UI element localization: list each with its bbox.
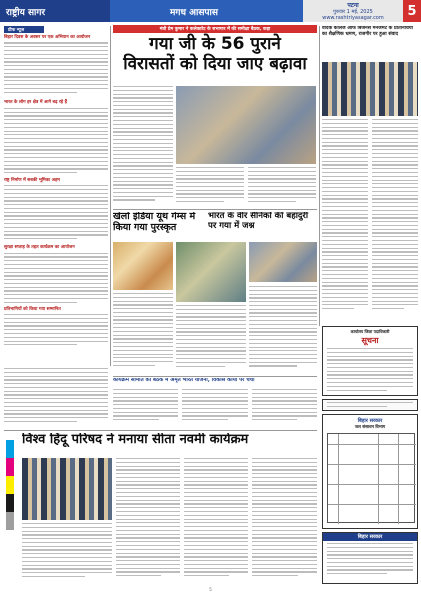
masthead-date: गुरुवार 1 मई, 2025 bbox=[333, 9, 373, 15]
right-body-col1 bbox=[322, 119, 368, 319]
right-body-col2 bbox=[372, 119, 418, 319]
middle-right-body bbox=[249, 242, 317, 373]
right-top-photo bbox=[322, 62, 418, 116]
left-story-4-headline: सुरक्षा सप्ताह के तहत कार्यक्रम का आयोजन bbox=[4, 245, 75, 251]
left-story-5-body bbox=[4, 312, 108, 352]
middle-left-photo bbox=[113, 242, 173, 290]
masthead-city: पटना bbox=[347, 2, 359, 9]
tender-ad-subtitle: जल संसाधन विभाग bbox=[354, 424, 386, 429]
strip-body bbox=[113, 389, 317, 425]
notice-ad-title: सूचना bbox=[361, 336, 379, 345]
registration-strip bbox=[6, 440, 14, 530]
bottom-right-ad bbox=[322, 532, 418, 584]
top-story-kicker: मंत्री प्रेम कुमार ने कलेक्टरेट के सभागार में की समीक्षा बैठक, कहा bbox=[113, 25, 317, 33]
middle-right-headline: भारत के वीर सैनिकों की बहादुरी पर गया में जश्न bbox=[208, 212, 309, 231]
top-story bbox=[113, 25, 317, 83]
bottom-body-col2 bbox=[116, 458, 180, 583]
left-story-5-headline: प्रतिभागियों को किया गया सम्मानित bbox=[4, 306, 61, 312]
column-divider-right bbox=[319, 26, 320, 326]
top-story-body-col2 bbox=[176, 167, 244, 207]
brief-news-label: प्रीफ न्यूज bbox=[4, 26, 44, 33]
small-notice-ad bbox=[322, 399, 418, 411]
top-story-body-col3 bbox=[248, 167, 316, 207]
top-story-body-col1 bbox=[113, 86, 173, 206]
middle-center-body bbox=[176, 305, 246, 373]
left-story-1-body bbox=[4, 40, 108, 100]
bottom-body-col3 bbox=[184, 458, 248, 583]
strip-headline: कार्यक्रम समिति की बैठक में अमृत भारत योजना, विकास कार्यों पर चर्चा bbox=[113, 378, 255, 383]
newspaper-brand: राष्ट्रीय सागर bbox=[0, 0, 110, 22]
tender-ad-title: बिहार सरकार bbox=[357, 418, 383, 424]
left-lower-body bbox=[4, 368, 108, 428]
notice-ad-header: कार्यालय जिला पदाधिकारी bbox=[350, 329, 390, 334]
horizontal-rule-2 bbox=[113, 376, 317, 377]
horizontal-rule-3 bbox=[4, 430, 317, 431]
bottom-story bbox=[22, 433, 317, 455]
bottom-body-col4 bbox=[252, 458, 317, 583]
middle-left-story bbox=[113, 212, 205, 240]
right-top-story bbox=[322, 26, 418, 60]
left-story-3-headline: राष्ट्र निर्माण में सबकी भूमिका अहम bbox=[4, 177, 60, 183]
left-column bbox=[4, 26, 108, 366]
right-top-headline: वैदिक कॉलेज ऑफ बिजनेस मैनेजमेंट के प्रतिनिधियों का शैक्षणिक भ्रमण, राजगीर पर हुआ संवाद bbox=[322, 26, 413, 37]
column-divider bbox=[110, 26, 111, 366]
horizontal-rule-1 bbox=[113, 209, 317, 210]
bottom-right-ad-brand: बिहार सरकार bbox=[323, 533, 417, 541]
masthead-website: www.rashtriyasagar.com bbox=[322, 15, 384, 21]
strip-story bbox=[113, 378, 317, 387]
middle-center-photo bbox=[176, 242, 246, 302]
middle-left-body bbox=[113, 293, 173, 373]
masthead bbox=[0, 0, 421, 22]
tender-ad bbox=[322, 414, 418, 529]
top-story-headline-line1: गया जी के 56 पुराने bbox=[149, 34, 281, 54]
left-story-2-body bbox=[4, 106, 108, 178]
middle-left-headline: खेलो इंडिया यूथ गेम्स में किया गया पुरस्कृत bbox=[113, 212, 196, 233]
middle-right-photo bbox=[249, 242, 317, 282]
top-story-photo bbox=[176, 86, 316, 164]
tender-table bbox=[327, 433, 415, 523]
middle-right-story bbox=[208, 212, 316, 240]
footer-page-marker: 5 bbox=[209, 587, 212, 592]
notice-ad bbox=[322, 326, 418, 396]
top-story-headline-line2: विरासतों को दिया जाए बढ़ावा bbox=[123, 53, 307, 74]
left-story-2-headline: भारत के लोग हर क्षेत्र में आगे बढ़ रहे हैं bbox=[4, 100, 67, 106]
bottom-story-photo bbox=[22, 458, 112, 520]
section-title: मगध आसपास bbox=[110, 0, 303, 22]
bottom-story-headline: विश्व हिंदू परिषद ने मनाया सीता नवमी कार्यक्रम bbox=[22, 433, 249, 447]
bottom-body-col1 bbox=[22, 523, 112, 583]
masthead-meta bbox=[303, 0, 403, 22]
left-story-3-body bbox=[4, 183, 108, 245]
left-story-4-body bbox=[4, 251, 108, 307]
left-story-1-headline: बिहार दिवस के अवसर पर एक अभियान का आयोजन bbox=[4, 35, 91, 40]
page-number: 5 bbox=[403, 0, 421, 22]
